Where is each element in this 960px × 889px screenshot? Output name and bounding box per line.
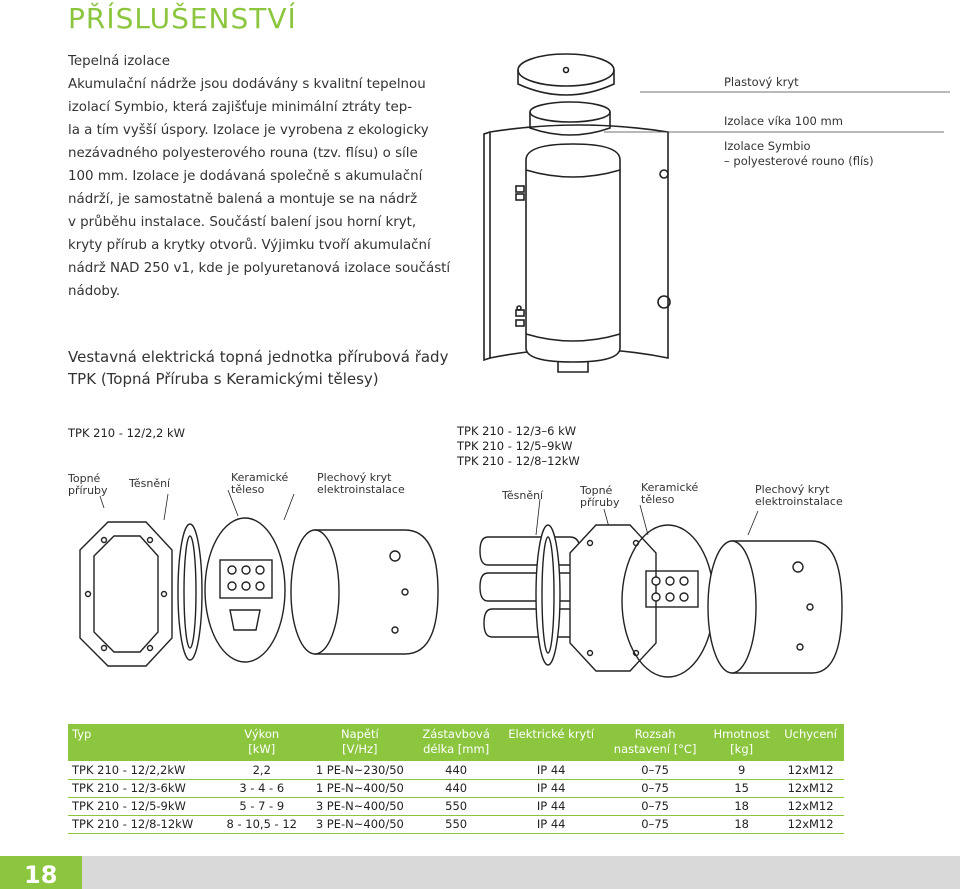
header-text: Napětí [340, 727, 379, 741]
table-cell: 12xM12 [777, 779, 844, 797]
table-cell: IP 44 [498, 797, 604, 815]
intro-line: la a tím vyšší úspory. Izolace je vyrobena z ekologicky [68, 123, 429, 138]
intro-line: v průběhu instalace. Součástí balení jsou horní kryt, [68, 215, 417, 230]
header-type [68, 724, 218, 761]
intro-line: nádrží, je samostatně balená a montuje se na nádrž [68, 192, 418, 207]
table-cell: 0–75 [604, 761, 706, 779]
intro-line: nádrž NAD 250 v1, kde je polyuretanová izolace součástí [68, 261, 451, 276]
specs-table [68, 724, 844, 834]
table-cell: 0–75 [604, 815, 706, 833]
header-text: [kW] [248, 742, 276, 756]
header-range [604, 724, 706, 761]
right-label-cover-1: Plechový kryt [755, 483, 830, 496]
header-text: [V/Hz] [342, 742, 378, 756]
leader-line [640, 88, 960, 98]
table-cell: 0–75 [604, 797, 706, 815]
table-cell: IP 44 [498, 815, 604, 833]
table-cell: 440 [414, 761, 498, 779]
intro-line: nezávadného polyesterového rouna (tzv. flísu) o síle [68, 146, 418, 161]
label-plastic-cover: Plastový kryt [724, 75, 799, 89]
right-model-3: TPK 210 - 12/8–12kW [457, 454, 580, 468]
table-cell: 0–75 [604, 779, 706, 797]
page-title: PŘÍSLUŠENSTVÍ [68, 2, 297, 35]
header-voltage [306, 724, 414, 761]
table-cell: IP 44 [498, 761, 604, 779]
footer-bar [0, 856, 960, 889]
left-label-flanges-1: Topné [68, 472, 101, 485]
table-cell: 550 [414, 797, 498, 815]
table-row [68, 779, 844, 797]
heater-heading-line1: Vestavná elektrická topná jednotka přírubová řady [68, 348, 449, 366]
table-cell: TPK 210 - 12/5-9kW [68, 797, 218, 815]
left-label-cover-1: Plechový kryt [317, 471, 392, 484]
header-weight [706, 724, 777, 761]
right-heater-drawing [470, 495, 850, 710]
right-label-flanges-1: Topné [580, 484, 613, 497]
header-text: Zástavbová [422, 727, 490, 741]
table-cell: 3 PE-N~400/50 [306, 815, 414, 833]
right-label-ceramic-1: Keramické [641, 481, 699, 494]
header-text: Hmotnost [713, 727, 770, 741]
right-model-1: TPK 210 - 12/3–6 kW [457, 424, 577, 438]
header-text: Rozsah [634, 727, 676, 741]
intro-line: 100 mm. Izolace je dodávaná společně s akumulační [68, 169, 423, 184]
table-cell: 12xM12 [777, 815, 844, 833]
table-row [68, 797, 844, 815]
table-cell: 18 [706, 797, 777, 815]
header-power [218, 724, 306, 761]
table-cell: TPK 210 - 12/2,2kW [68, 761, 218, 779]
table-cell: 18 [706, 815, 777, 833]
heater-heading-line2: TPK (Topná Příruba s Keramickými tělesy) [68, 370, 379, 388]
intro-line: izolací Symbio, která zajišťuje minimální ztráty tep- [68, 100, 413, 115]
left-label-cover-2: elektroinstalace [317, 483, 405, 496]
left-label-ceramic-1: Keramické [231, 471, 289, 484]
right-label-seal: Těsnění [502, 489, 544, 502]
table-cell: 1 PE-N~230/50 [306, 761, 414, 779]
header-text: nastavení [°C] [613, 742, 697, 756]
table-cell: 5 - 7 - 9 [218, 797, 306, 815]
table-cell: 3 PE-N~400/50 [306, 797, 414, 815]
table-cell: TPK 210 - 12/8-12kW [68, 815, 218, 833]
intro-text [68, 50, 468, 303]
header-length [414, 724, 498, 761]
table-row [68, 815, 844, 833]
header-text: [kg] [730, 742, 754, 756]
intro-line: Akumulační nádrže jsou dodávány s kvalitní tepelnou [68, 77, 426, 92]
left-label-flanges-2: příruby [68, 484, 108, 497]
table-cell: 12xM12 [777, 797, 844, 815]
table-row [68, 761, 844, 779]
label-lid-insulation: Izolace víka 100 mm [724, 114, 843, 128]
right-label-ceramic-2: těleso [641, 493, 675, 506]
intro-line: nádoby. [68, 284, 121, 299]
header-text: Uchycení [784, 727, 837, 741]
header-text: délka [mm] [423, 742, 490, 756]
intro-line: kryty přírub a krytky otvorů. Výjimku tvoří akumulační [68, 238, 431, 253]
table-header-row [68, 724, 844, 761]
right-model-2: TPK 210 - 12/5–9kW [457, 439, 573, 453]
header-text: Výkon [244, 727, 280, 741]
table-cell: 440 [414, 779, 498, 797]
table-cell: 12xM12 [777, 761, 844, 779]
table-cell: 9 [706, 761, 777, 779]
table-cell: 1 PE-N~400/50 [306, 779, 414, 797]
table-cell: 550 [414, 815, 498, 833]
header-protection [498, 724, 604, 761]
table-cell: IP 44 [498, 779, 604, 797]
table-cell: TPK 210 - 12/3-6kW [68, 779, 218, 797]
table-cell: 3 - 4 - 6 [218, 779, 306, 797]
label-symbio-1: Izolace Symbio [724, 139, 811, 153]
label-symbio-2: – polyesterové rouno (flís) [724, 154, 874, 168]
header-text: Elektrické krytí [508, 727, 595, 741]
page-number: 18 [24, 861, 58, 889]
table-cell: 8 - 10,5 - 12 [218, 815, 306, 833]
table-cell: 2,2 [218, 761, 306, 779]
heater-heading [68, 346, 448, 390]
header-text: Typ [72, 727, 92, 741]
leader-line [604, 128, 954, 138]
left-label-seal: Těsnění [129, 477, 171, 490]
right-label-flanges-2: příruby [580, 496, 620, 509]
left-label-ceramic-2: těleso [231, 483, 265, 496]
right-label-cover-2: elektroinstalace [755, 495, 843, 508]
intro-heading: Tepelná izolace [68, 54, 171, 69]
left-model-label: TPK 210 - 12/2,2 kW [68, 426, 186, 440]
table-cell: 15 [706, 779, 777, 797]
header-mount [777, 724, 844, 761]
